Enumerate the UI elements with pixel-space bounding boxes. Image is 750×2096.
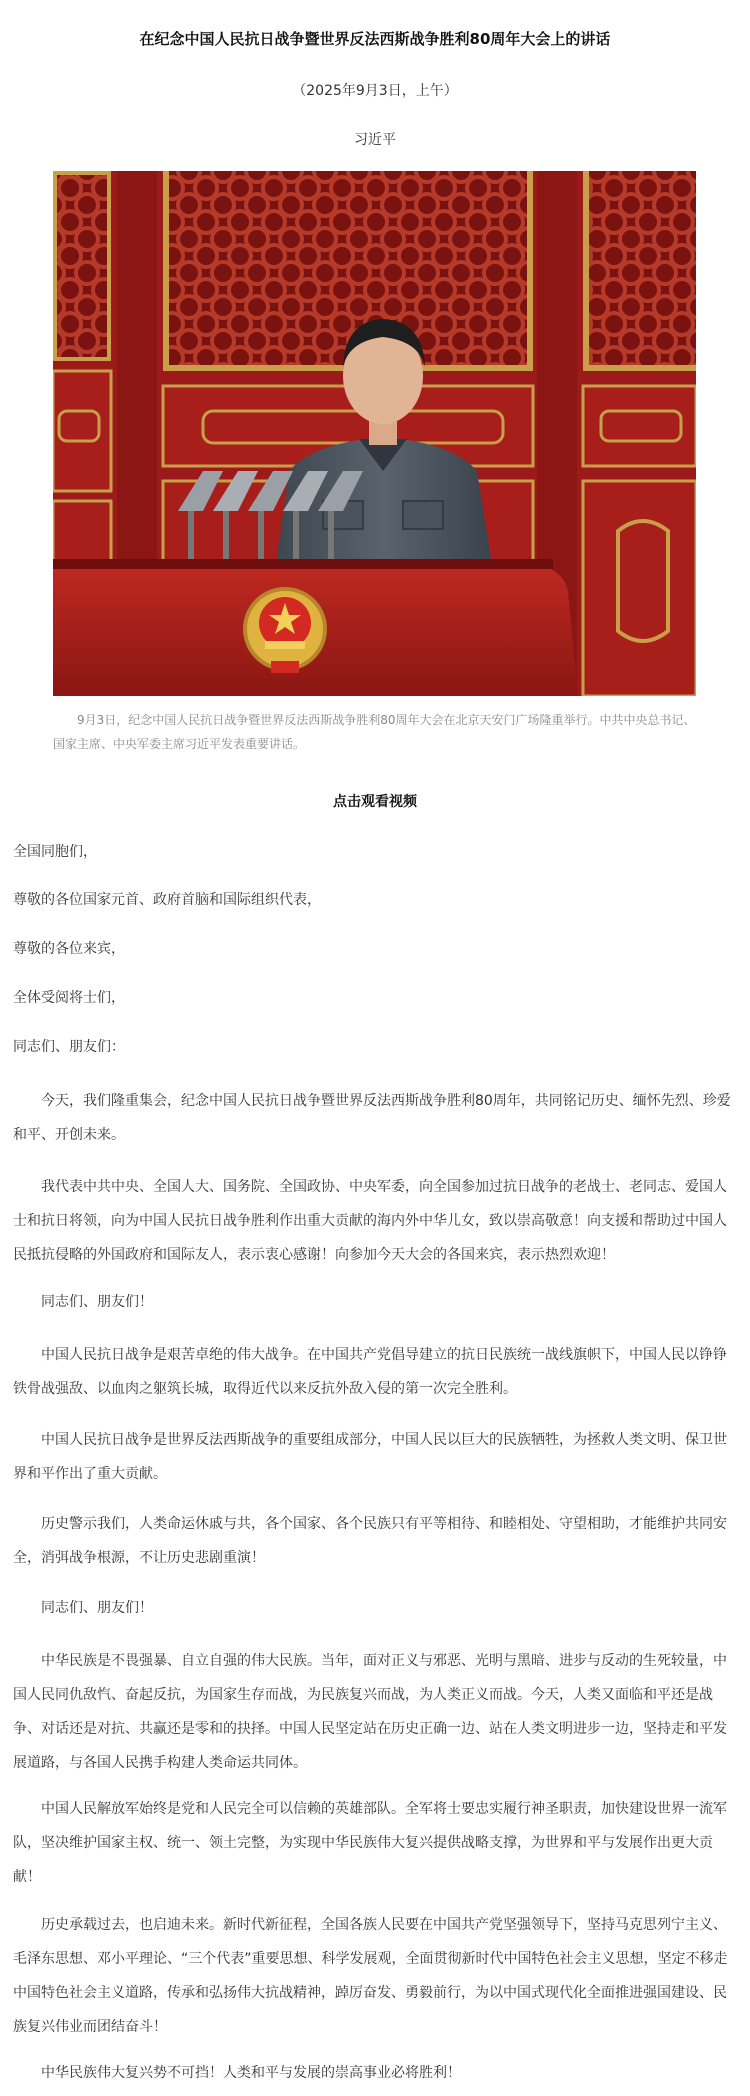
greeting-line: 同志们、朋友们：: [13, 1039, 125, 1055]
greeting-line: 尊敬的各位国家元首、政府首脑和国际组织代表，: [13, 892, 321, 908]
greeting-line: 全国同胞们，: [13, 844, 97, 860]
photo-caption: 9月3日，纪念中国人民抗日战争暨世界反法西斯战争胜利80周年大会在北京天安门广场隆重举行。中共中央总书记、国家主席、中央军委主席习近平发表重要讲话。: [53, 713, 696, 751]
speech-paragraph: 中国人民抗日战争是世界反法西斯战争的重要组成部分，中国人民以巨大的民族牺牲，为拯救人类文明、保卫世界和平作出了重大贡献。: [13, 1432, 727, 1482]
greeting-line: 全体受阅将士们，: [13, 990, 125, 1006]
watch-video-link[interactable]: 点击观看视频: [333, 794, 417, 810]
speech-paragraph: 同志们、朋友们！: [41, 1600, 153, 1616]
greeting-line: 尊敬的各位来宾，: [13, 941, 125, 957]
speech-paragraph: 中国人民解放军始终是党和人民完全可以信赖的英雄部队。全军将士要忠实履行神圣职责，加快建设世界一流军队，坚决维护国家主权、统一、领土完整，为实现中华民族伟大复兴提供战略支撑，为世界和平与发展作出更大贡献！: [13, 1801, 727, 1885]
article-title: 在纪念中国人民抗日战争暨世界反法西斯战争胜利80周年大会上的讲话: [139, 30, 611, 48]
speech-paragraph: 中国人民抗日战争是艰苦卓绝的伟大战争。在中国共产党倡导建立的抗日民族统一战线旗帜下，中国人民以铮铮铁骨战强敌、以血肉之躯筑长城，取得近代以来反抗外敌入侵的第一次完全胜利。: [13, 1347, 727, 1397]
speech-paragraph: 中华民族是不畏强暴、自立自强的伟大民族。当年，面对正义与邪恶、光明与黑暗、进步与反动的生死较量，中国人民同仇敌忾、奋起反抗，为国家生存而战，为民族复兴而战，为人类正义而战。今天，人类又面临和平还是战争、对话还是对抗、共赢还是零和的抉择。中国人民坚定站在历史正确一边、站在人类文明进步一边，坚持走和平发展道路，与各国人民携手构建人类命运共同体。: [13, 1653, 727, 1771]
article-date: （2025年9月3日，上午）: [292, 83, 458, 99]
speech-paragraph: 历史警示我们，人类命运休戚与共，各个国家、各个民族只有平等相待、和睦相处、守望相助，才能维护共同安全，消弭战争根源，不让历史悲剧重演！: [13, 1516, 727, 1566]
speech-paragraph: 中华民族伟大复兴势不可挡！人类和平与发展的崇高事业必将胜利！: [41, 2065, 461, 2081]
speech-paragraph: 同志们、朋友们！: [41, 1294, 153, 1310]
speech-paragraph: 我代表中共中央、全国人大、国务院、全国政协、中央军委，向全国参加过抗日战争的老战士、老同志、爱国人士和抗日将领，向为中国人民抗日战争胜利作出重大贡献的海内外中华儿女，致以崇高敬意！向支援和帮助过中国人民抵抗侵略的外国政府和国际友人，表示衷心感谢！向参加今天大会的各国来宾，表示热烈欢迎！: [13, 1179, 727, 1263]
article-author: 习近平: [354, 132, 396, 148]
speech-photo: [53, 171, 696, 696]
speech-paragraph: 今天，我们隆重集会，纪念中国人民抗日战争暨世界反法西斯战争胜利80周年，共同铭记历史、缅怀先烈、珍爱和平、开创未来。: [13, 1093, 731, 1143]
speech-paragraph: 历史承载过去，也启迪未来。新时代新征程，全国各族人民要在中国共产党坚强领导下，坚持马克思列宁主义、毛泽东思想、邓小平理论、“三个代表”重要思想、科学发展观，全面贯彻新时代中国特色社会主义思想，坚定不移走中国特色社会主义道路，传承和弘扬伟大抗战精神，踔厉奋发、勇毅前行，为以中国式现代化全面推进强国建设、民族复兴伟业而团结奋斗！: [13, 1917, 728, 2035]
